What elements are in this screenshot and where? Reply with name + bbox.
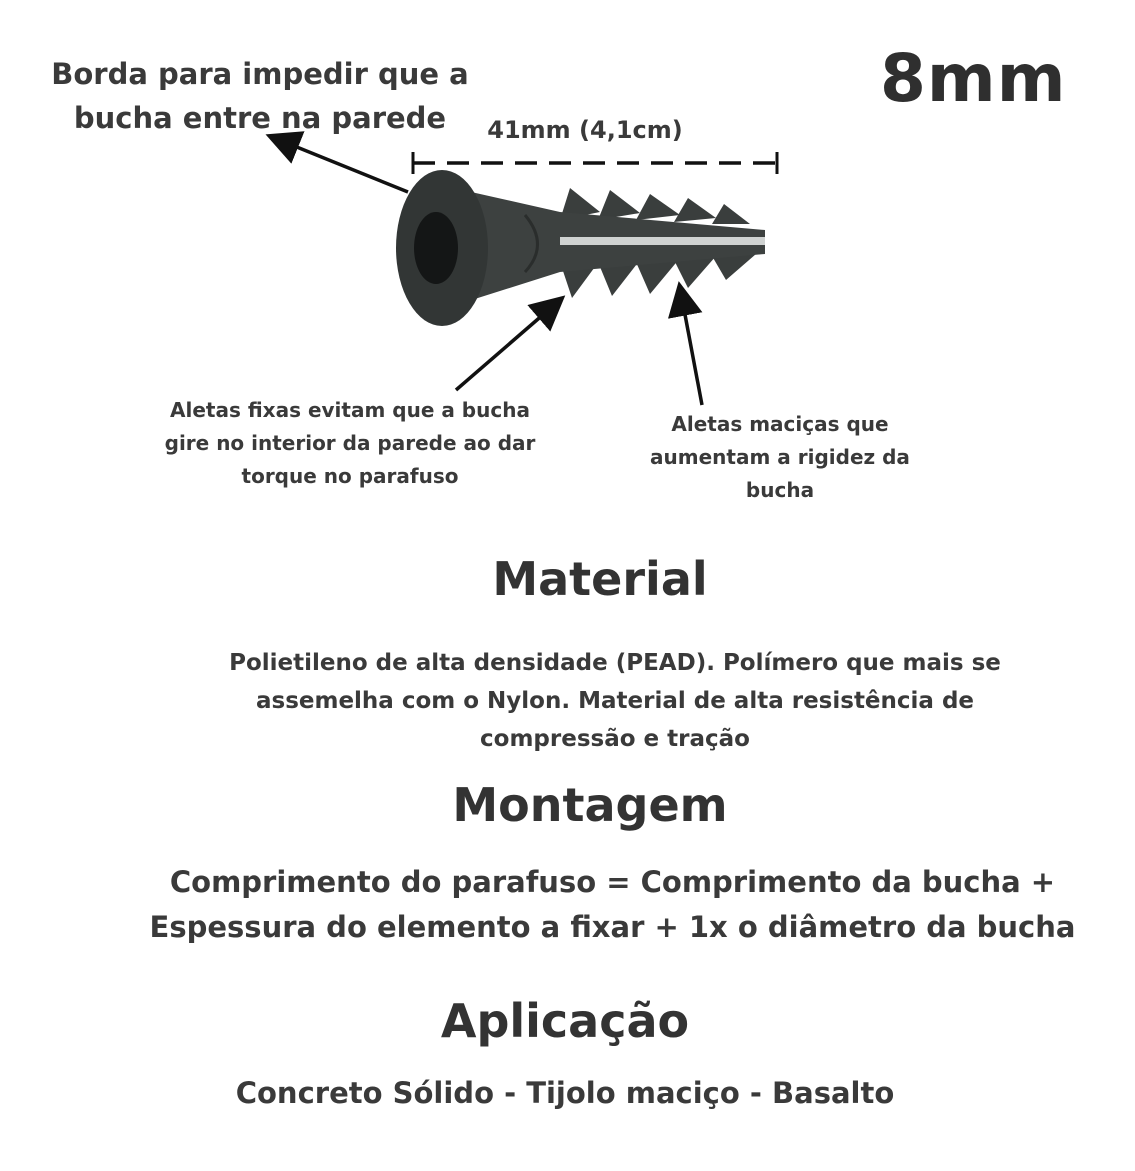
aplicacao-description: Concreto Sólido - Tijolo maciço - Basalto bbox=[235, 1076, 895, 1110]
aplicacao-title: Aplicação bbox=[440, 994, 690, 1048]
montagem-description: Comprimento do parafuso = Comprimento da bucha + Espessura do elemento a fixar + 1x o diâmetro da bucha bbox=[149, 865, 1076, 944]
anchor-slit bbox=[560, 237, 765, 245]
border-callout: Borda para impedir que a bucha entre na parede bbox=[51, 57, 469, 135]
fins-solid-callout: Aletas maciças que aumentam a rigidez da bucha bbox=[650, 412, 910, 502]
size-label: 8mm bbox=[880, 40, 1067, 117]
border-arrow bbox=[272, 137, 408, 192]
material-title: Material bbox=[492, 552, 708, 606]
anchor-hole bbox=[414, 212, 458, 284]
montagem-title: Montagem bbox=[452, 778, 728, 832]
fins-fixed-arrow bbox=[456, 300, 560, 390]
fins-solid-arrow bbox=[680, 288, 702, 405]
dimension-line bbox=[413, 152, 777, 174]
anchor-body bbox=[440, 185, 765, 310]
dimension-label: 41mm (4,1cm) bbox=[487, 116, 683, 144]
material-description: Polietileno de alta densidade (PEAD). Polímero que mais se assemelha com o Nylon. Material de alta resistência de compressão e tração bbox=[229, 650, 1001, 752]
wall-anchor-image bbox=[396, 170, 765, 326]
fins-fixed-callout: Aletas fixas evitam que a bucha gire no interior da parede ao dar torque no parafuso bbox=[164, 398, 536, 488]
